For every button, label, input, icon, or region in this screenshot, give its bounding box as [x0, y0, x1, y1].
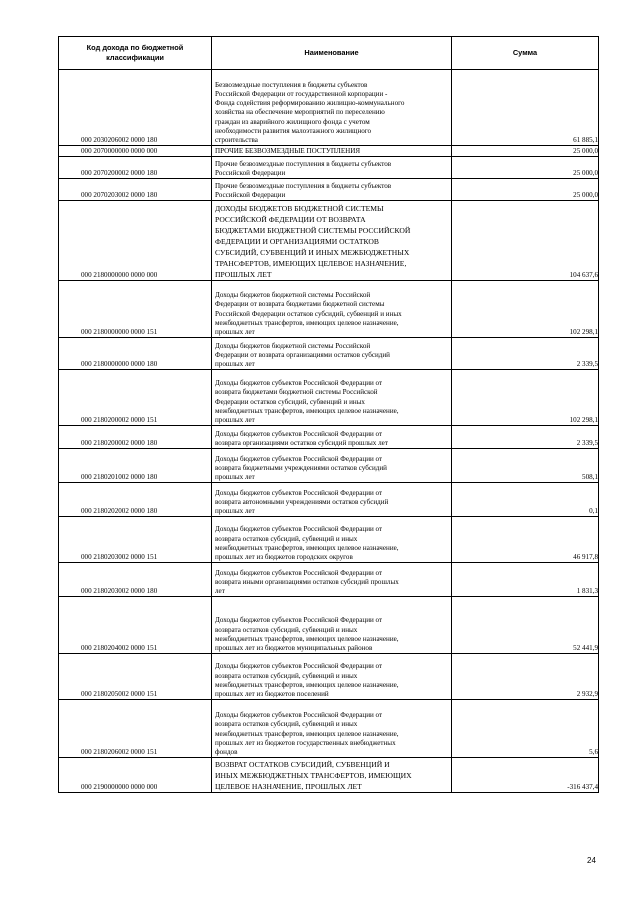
- table-row: [59, 449, 599, 483]
- table-row: [59, 370, 599, 426]
- row-amount: 25 000,0: [452, 179, 599, 201]
- row-code: 000 2070000000 0000 000: [59, 146, 212, 157]
- row-code: 000 2180200002 0000 151: [59, 370, 212, 426]
- table-row: [59, 146, 599, 157]
- row-amount: 508,1: [452, 449, 599, 483]
- row-code: 000 2070200002 0000 180: [59, 157, 212, 179]
- row-amount: 25 000,0: [452, 157, 599, 179]
- row-name: ПРОЧИЕ БЕЗВОЗМЕЗДНЫЕ ПОСТУПЛЕНИЯ: [212, 146, 452, 157]
- table-row: [59, 179, 599, 201]
- row-name: Доходы бюджетов субъектов Российской Федерации от возврата бюджетами бюджетной системы Российской Федерации остатков субсидий, субвенций и иных межбюджетных трансфертов, имеющих целевое назначение, прошлых лет: [212, 370, 452, 426]
- header-sum: Сумма: [452, 37, 599, 70]
- row-name: Доходы бюджетов бюджетной системы Российской Федерации от возврата организациями остатков субсидий прошлых лет: [212, 338, 452, 370]
- row-code: 000 2180202002 0000 180: [59, 483, 212, 517]
- row-name: Доходы бюджетов субъектов Российской Федерации от возврата остатков субсидий, субвенций и иных межбюджетных трансфертов, имеющих целевое назначение, прошлых лет из бюджетов поселений: [212, 654, 452, 700]
- row-amount: 0,1: [452, 483, 599, 517]
- budget-income-table: [58, 36, 599, 793]
- table-row: [59, 201, 599, 281]
- table-row: [59, 563, 599, 597]
- row-name: Доходы бюджетов субъектов Российской Федерации от возврата иными организациями остатков субсидий прошлых лет: [212, 563, 452, 597]
- table-row: [59, 517, 599, 563]
- row-code: 000 2180000000 0000 151: [59, 281, 212, 338]
- row-amount: 5,6: [452, 700, 599, 758]
- row-name: Доходы бюджетов субъектов Российской Федерации от возврата автономными учреждениями остатков субсидий прошлых лет: [212, 483, 452, 517]
- row-name: Доходы бюджетов бюджетной системы Российской Федерации от возврата бюджетами бюджетной системы Российской Федерации остатков субсидий, субвенций и иных межбюджетных трансфертов, имеющих целевое назначение, прошлых лет: [212, 281, 452, 338]
- table-row: [59, 157, 599, 179]
- row-amount: 102 298,1: [452, 370, 599, 426]
- page-number: 24: [587, 856, 596, 865]
- row-amount: 2 932,9: [452, 654, 599, 700]
- table-row: [59, 758, 599, 793]
- row-name: Доходы бюджетов субъектов Российской Федерации от возврата остатков субсидий, субвенций и иных межбюджетных трансфертов, имеющих целевое назначение, прошлых лет из бюджетов государственных внебюджетных фондов: [212, 700, 452, 758]
- row-code: 000 2180204002 0000 151: [59, 597, 212, 654]
- row-name: Прочие безвозмездные поступления в бюджеты субъектов Российской Федерации: [212, 157, 452, 179]
- row-amount: 1 831,3: [452, 563, 599, 597]
- row-amount: 61 885,1: [452, 70, 599, 146]
- row-code: 000 2180200002 0000 180: [59, 426, 212, 449]
- row-name: ДОХОДЫ БЮДЖЕТОВ БЮДЖЕТНОЙ СИСТЕМЫ РОССИЙСКОЙ ФЕДЕРАЦИИ ОТ ВОЗВРАТА БЮДЖЕТАМИ БЮДЖЕТНОЙ СИСТЕМЫ РОССИЙСКОЙ ФЕДЕРАЦИИ И ОРГАНИЗАЦИЯМИ ОСТАТКОВ СУБСИДИЙ, СУБВЕНЦИЙ И ИНЫХ МЕЖБЮДЖЕТНЫХ ТРАНСФЕРТОВ, ИМЕЮЩИХ ЦЕЛЕВОЕ НАЗНАЧЕНИЕ, ПРОШЛЫХ ЛЕТ: [212, 201, 452, 281]
- row-code: 000 2180205002 0000 151: [59, 654, 212, 700]
- row-code: 000 2180203002 0000 151: [59, 517, 212, 563]
- table-row: [59, 338, 599, 370]
- table-row: [59, 426, 599, 449]
- row-amount: 2 339,5: [452, 338, 599, 370]
- row-code: 000 2180000000 0000 180: [59, 338, 212, 370]
- table-row: [59, 483, 599, 517]
- table-header-row: [59, 37, 599, 70]
- table-row: [59, 654, 599, 700]
- row-code: 000 2190000000 0000 000: [59, 758, 212, 793]
- header-name: Наименование: [212, 37, 452, 70]
- table-row: [59, 597, 599, 654]
- row-amount: 104 637,6: [452, 201, 599, 281]
- row-code: 000 2180201002 0000 180: [59, 449, 212, 483]
- row-amount: -316 437,4: [452, 758, 599, 793]
- table-row: [59, 281, 599, 338]
- row-code: 000 2070203002 0000 180: [59, 179, 212, 201]
- row-name: Доходы бюджетов субъектов Российской Федерации от возврата организациями остатков субсидий прошлых лет: [212, 426, 452, 449]
- table-row: [59, 700, 599, 758]
- row-code: 000 2180000000 0000 000: [59, 201, 212, 281]
- row-amount: 2 339,5: [452, 426, 599, 449]
- row-name: Доходы бюджетов субъектов Российской Федерации от возврата остатков субсидий, субвенций и иных межбюджетных трансфертов, имеющих целевое назначение, прошлых лет из бюджетов муниципальных районов: [212, 597, 452, 654]
- row-code: 000 2030206002 0000 180: [59, 70, 212, 146]
- row-amount: 52 441,9: [452, 597, 599, 654]
- row-code: 000 2180203002 0000 180: [59, 563, 212, 597]
- row-name: ВОЗВРАТ ОСТАТКОВ СУБСИДИЙ, СУБВЕНЦИЙ И ИНЫХ МЕЖБЮДЖЕТНЫХ ТРАНСФЕРТОВ, ИМЕЮЩИХ ЦЕЛЕВОЕ НАЗНАЧЕНИЕ, ПРОШЛЫХ ЛЕТ: [212, 758, 452, 793]
- row-amount: 102 298,1: [452, 281, 599, 338]
- row-name: Прочие безвозмездные поступления в бюджеты субъектов Российской Федерации: [212, 179, 452, 201]
- row-name: Доходы бюджетов субъектов Российской Федерации от возврата остатков субсидий, субвенций и иных межбюджетных трансфертов, имеющих целевое назначение, прошлых лет из бюджетов городских округов: [212, 517, 452, 563]
- row-code: 000 2180206002 0000 151: [59, 700, 212, 758]
- row-amount: 46 917,8: [452, 517, 599, 563]
- row-name: Доходы бюджетов субъектов Российской Федерации от возврата бюджетными учреждениями остатков субсидий прошлых лет: [212, 449, 452, 483]
- row-amount: 25 000,0: [452, 146, 599, 157]
- row-name: Безвозмездные поступления в бюджеты субъектов Российской Федерации от государственной корпорации - Фонда содействия реформированию жилищно-коммунального хозяйства на обеспечение мероприятий по переселению граждан из аварийного жилищного фонда с учетом необходимости развития малоэтажного жилищного строительства: [212, 70, 452, 146]
- table-row: [59, 70, 599, 146]
- header-code: Код дохода по бюджетной классификации: [59, 37, 212, 70]
